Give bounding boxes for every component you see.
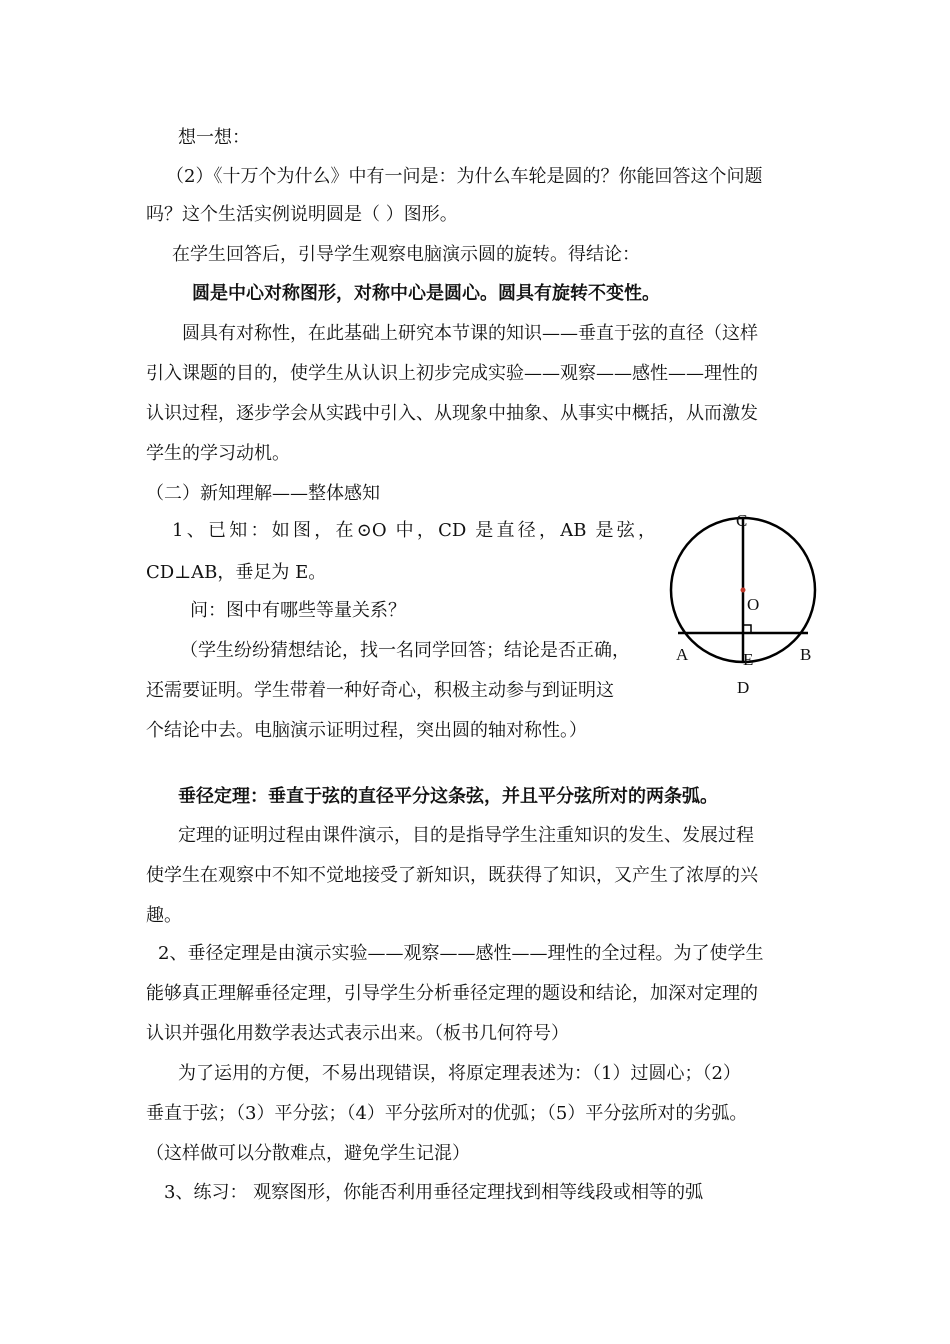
ask-question: 问：图中有哪些等量关系？	[190, 600, 406, 621]
given-line-1: 1、已知：如图，在⊙O 中，CD 是直径，AB 是弦，	[172, 520, 656, 541]
label-b: B	[800, 645, 812, 664]
proof-line-1: 定理的证明过程由课件演示，目的是指导学生注重知识的发生、发展过程	[178, 825, 754, 846]
center-point	[741, 588, 746, 593]
paragraph-1-line-3: 认识过程，逐步学会从实践中引入、从现象中抽象、从事实中概括，从而激发	[146, 403, 758, 424]
proof-line-2: 使学生在观察中不知不觉地接受了新知识，既获得了知识，又产生了浓厚的兴	[146, 865, 758, 886]
given-line-2: CD⊥AB，垂足为 E。	[146, 562, 327, 583]
proof-line-3: 趣。	[146, 905, 182, 926]
paragraph-2-line-2: 能够真正理解垂径定理，引导学生分析垂径定理的题设和结论，加深对定理的	[146, 983, 758, 1004]
theorem-statement: 垂径定理：垂直于弦的直径平分这条弦，并且平分弦所对的两条弧。	[178, 786, 718, 807]
paragraph-3-line-2: 垂直于弦；（3）平分弦；（4）平分弦所对的优弧；（5）平分弦所对的劣弧。	[146, 1103, 748, 1124]
question-2-line-1: （2）《十万个为什么》中有一问是：为什么车轮是圆的？你能回答这个问题	[166, 166, 763, 187]
label-d: D	[737, 678, 750, 697]
label-a: A	[676, 645, 689, 664]
paragraph-2-line-1: 2、垂径定理是由演示实验——观察——感性——理性的全过程。为了使学生	[158, 943, 764, 964]
students-line-2: 还需要证明。学生带着一种好奇心，积极主动参与到证明这	[146, 680, 614, 701]
circle-conclusion: 圆是中心对称图形，对称中心是圆心。圆具有旋转不变性。	[192, 283, 660, 304]
think-heading: 想一想：	[178, 127, 250, 148]
students-line-1: （学生纷纷猜想结论，找一名同学回答；结论是否正确，	[180, 640, 630, 661]
paragraph-3-line-3: （这样做可以分散难点，避免学生记混）	[146, 1143, 470, 1164]
label-o: O	[747, 595, 760, 614]
label-c: C	[736, 511, 748, 530]
circle-diagram	[643, 500, 843, 700]
exercise-line: 3、练习： 观察图形，你能否利用垂径定理找到相等线段或相等的弧	[164, 1182, 704, 1203]
paragraph-2-line-3: 认识并强化用数学表达式表示出来。（板书几何符号）	[146, 1023, 569, 1044]
paragraph-3-line-1: 为了运用的方便，不易出现错误，将原定理表述为：（1）过圆心；（2）	[178, 1063, 741, 1084]
paragraph-1-line-2: 引入课题的目的，使学生从认识上初步完成实验——观察——感性——理性的	[146, 363, 758, 384]
label-e: E	[743, 650, 754, 669]
question-2-line-2: 吗？这个生活实例说明圆是（ ）图形。	[146, 204, 458, 225]
after-answer-text: 在学生回答后，引导学生观察电脑演示圆的旋转。得结论：	[172, 244, 640, 265]
paragraph-1-line-4: 学生的学习动机。	[146, 443, 290, 464]
paragraph-1-line-1: 圆具有对称性，在此基础上研究本节课的知识——垂直于弦的直径（这样	[182, 323, 758, 344]
students-line-3: 个结论中去。电脑演示证明过程，突出圆的轴对称性。）	[146, 720, 587, 741]
section-2-heading: （二）新知理解——整体感知	[146, 483, 380, 504]
